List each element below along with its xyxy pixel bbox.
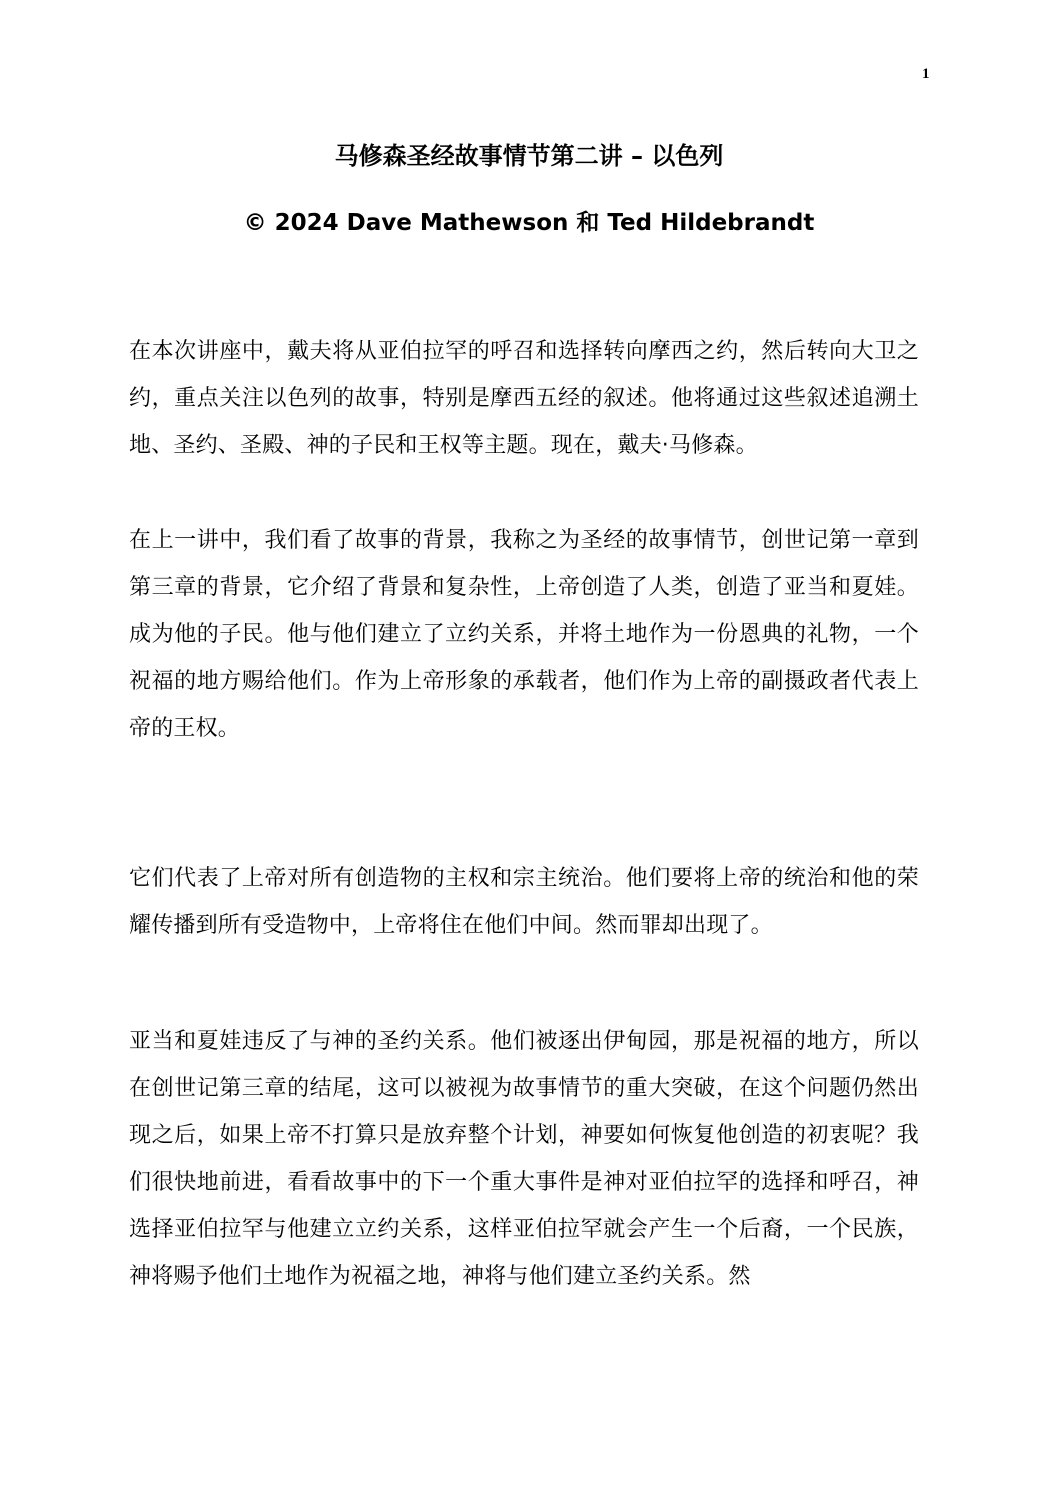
paragraph-sovereignty: 它们代表了上帝对所有创造物的主权和宗主统治。他们要将上帝的统治和他的荣耀传播到所有受造物中，上帝将住在他们中间。然而罪却出现了。 bbox=[129, 866, 919, 938]
page-number: 1 bbox=[922, 66, 930, 82]
paragraph-previous-lecture: 在上一讲中，我们看了故事的背景，我称之为圣经的故事情节，创世记第一章到第三章的背景，它介绍了背景和复杂性，上帝创造了人类，创造了亚当和夏娃。成为他的子民。他与他们建立了立约关系，并将土地作为一份恩典的礼物，一个祝福的地方赐给他们。作为上帝形象的承载者，他们作为上帝的副摄政者代表上帝的王权。 bbox=[129, 528, 919, 741]
paragraph-intro: 在本次讲座中，戴夫将从亚伯拉罕的呼召和选择转向摩西之约，然后转向大卫之约，重点关注以色列的故事，特别是摩西五经的叙述。他将通过这些叙述追溯土地、圣约、圣殿、神的子民和王权等主题。现在，戴夫·马修森。 bbox=[129, 339, 919, 458]
document-copyright: © 2024 Dave Mathewson 和 Ted Hildebrandt bbox=[243, 210, 815, 236]
paragraph-covenant: 亚当和夏娃违反了与神的圣约关系。他们被逐出伊甸园，那是祝福的地方，所以在创世记第三章的结尾，这可以被视为故事情节的重大突破，在这个问题仍然出现之后，如果上帝不打算只是放弃整个计划，神要如何恢复他创造的初衷呢？我们很快地前进，看看故事中的下一个重大事件是神对亚伯拉罕的选择和呼召，神选择亚伯拉罕与他建立立约关系，这样亚伯拉罕就会产生一个后裔，一个民族，神将赐予他们土地作为祝福之地，神将与他们建立圣约关系。然 bbox=[129, 1029, 919, 1289]
document-title: 马修森圣经故事情节第二讲 – 以色列 bbox=[334, 142, 724, 170]
